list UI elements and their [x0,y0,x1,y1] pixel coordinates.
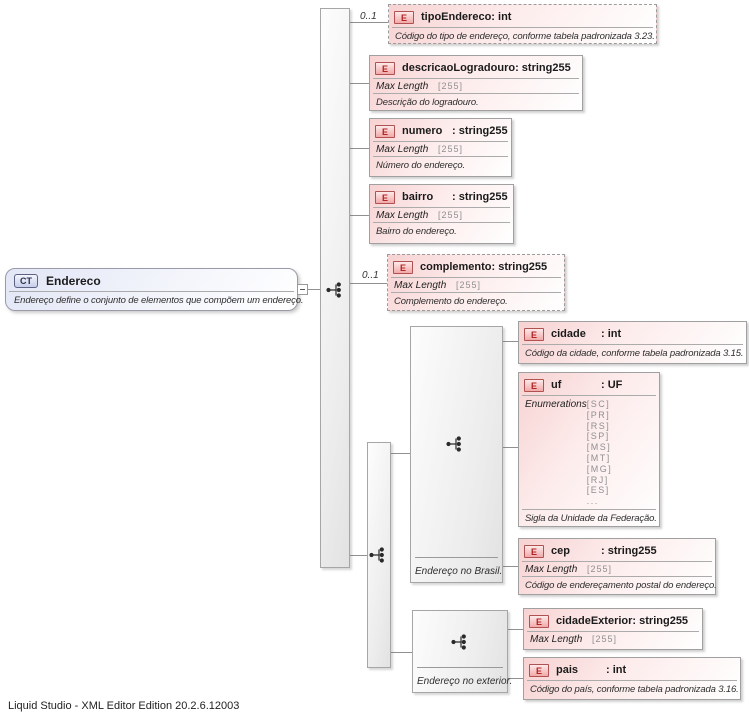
element-name: cidade [551,328,586,340]
maxlength-label: Max Length [525,564,578,575]
complextype-endereco-node[interactable] [5,268,304,311]
maxlength-value: [255] [438,81,464,91]
element-header [519,373,659,395]
element-description: Sigla da Unidade da Federação. [525,512,657,524]
element-type: : string255 [452,125,508,137]
group-label-wrap [417,667,513,689]
element-description: Código de endereçamento postal do endereço. [525,580,717,591]
element-badge: E [529,615,549,628]
connector-line [391,652,412,653]
complextype-header [6,269,297,291]
group-label-exterior: Endereço no exterior. [417,676,513,687]
connector-line [503,341,518,342]
element-node-uf[interactable] [518,372,660,527]
sequence-icon [445,435,467,453]
element-name: complemento [420,261,492,273]
element-name: uf [551,379,562,391]
element-type: : int [606,664,627,676]
connector-line [350,283,387,284]
element-description: Descrição do logradouro. [376,97,479,108]
connector-line [308,289,320,290]
maxlength-facet [370,142,511,156]
enumeration-values [587,399,613,507]
enum-value: [MG] [586,463,613,474]
enumerations-label: Enumerations [525,399,587,410]
element-node-bairro[interactable] [369,184,514,244]
element-header [524,609,702,631]
maxlength-value: [255] [438,144,464,154]
element-header [519,322,746,344]
enum-value: [RJ] [586,474,609,485]
connector-line [350,555,367,556]
maxlength-label: Max Length [376,144,429,155]
enum-value: [RS] [586,420,611,431]
element-type: : UF [601,379,623,391]
element-name: cep [551,545,570,557]
maxlength-label: Max Length [394,280,447,291]
element-node-numero[interactable] [369,118,512,177]
connector-line [503,566,518,567]
element-type: : string255 [601,545,657,557]
sequence-icon [450,633,472,651]
maxlength-facet [388,278,564,292]
element-header [388,255,564,277]
enum-value-more: ... [586,496,599,507]
element-description: Código da cidade, conforme tabela padronizada 3.15. [525,348,744,359]
element-node-complemento[interactable] [387,254,565,311]
maxlength-label: Max Length [376,210,429,221]
enum-value: [SC] [586,399,611,409]
maxlength-value: [255] [587,564,613,574]
element-badge: E [375,62,395,75]
multiplicity-label: 0..1 [362,270,379,281]
maxlength-label: Max Length [376,81,429,92]
element-header [370,185,513,207]
element-node-cidade[interactable] [518,321,747,364]
maxlength-facet [524,632,702,646]
element-description: Código do tipo de endereço, conforme tabela padronizada 3.23. [395,31,655,42]
element-node-pais[interactable] [523,657,741,700]
element-type: : int [491,11,512,23]
maxlength-value: [255] [456,280,482,290]
maxlength-facet [370,79,582,93]
element-type: : string255 [632,615,689,627]
element-header [370,119,511,141]
element-description: Bairro do endereço. [376,226,457,237]
element-description: Código do país, conforme tabela padronizada 3.16. [530,684,739,695]
sequence-icon [325,281,347,299]
element-badge: E [529,664,549,677]
element-badge: E [524,328,544,341]
collapse-toggle[interactable] [297,284,308,295]
multiplicity-label: 0..1 [360,11,377,22]
connector-line [391,453,410,454]
maxlength-label: Max Length [530,634,583,645]
element-type: : int [601,328,622,340]
element-node-descricaologradouro[interactable] [369,55,583,111]
complextype-badge: CT [14,274,38,288]
element-header [524,658,740,680]
element-header [370,56,582,78]
element-badge: E [524,545,544,558]
element-description: Número do endereço. [376,160,466,171]
element-name: descricaoLogradouro [402,62,516,74]
group-label-wrap [415,557,503,579]
element-description: Complemento do endereço. [394,296,508,307]
element-node-cep[interactable] [518,538,716,595]
element-node-tipoendereco[interactable] [388,4,657,44]
element-name: numero [402,125,443,137]
element-badge: E [375,125,395,138]
element-badge: E [394,11,414,24]
enum-value: [SP] [586,431,610,442]
connector-line [503,447,518,448]
element-badge: E [393,261,413,274]
element-name: cidadeExterior [556,615,633,627]
enum-value: [ES] [586,485,610,496]
element-name: bairro [402,191,434,203]
enumerations-facet [519,396,659,509]
element-type: : string255 [491,261,548,273]
connector-line [350,22,388,23]
enum-value: [PR] [586,409,611,420]
minus-icon [300,289,305,290]
element-header [519,539,715,561]
maxlength-value: [255] [438,210,464,220]
complextype-description: Endereço define o conjunto de elementos que compõem um endereço. [14,295,304,306]
maxlength-value: [255] [592,634,618,644]
element-badge: E [375,191,395,204]
connector-line [350,83,369,84]
element-type: : string255 [515,62,571,74]
complextype-name: Endereco [46,274,101,288]
maxlength-facet [370,208,513,222]
group-box-exterior[interactable] [412,610,513,693]
sequence-icon [368,546,390,564]
connector-line [350,148,369,149]
element-header [389,5,656,27]
element-node-cidadeexterior[interactable] [523,608,703,650]
group-label-brasil: Endereço no Brasil. [415,566,503,577]
maxlength-facet [519,562,715,576]
connector-line [508,629,523,630]
status-bar-text: Liquid Studio - XML Editor Edition 20.2.6.12003 [8,700,240,712]
group-box-brasil[interactable] [410,326,503,583]
element-badge: E [524,379,544,392]
enum-value: [MT] [586,452,611,463]
enum-value: [MS] [586,442,612,453]
connector-line [350,215,369,216]
element-name: pais [556,664,579,676]
element-name: tipoEndereco [421,11,492,23]
element-type: : string255 [452,191,508,203]
